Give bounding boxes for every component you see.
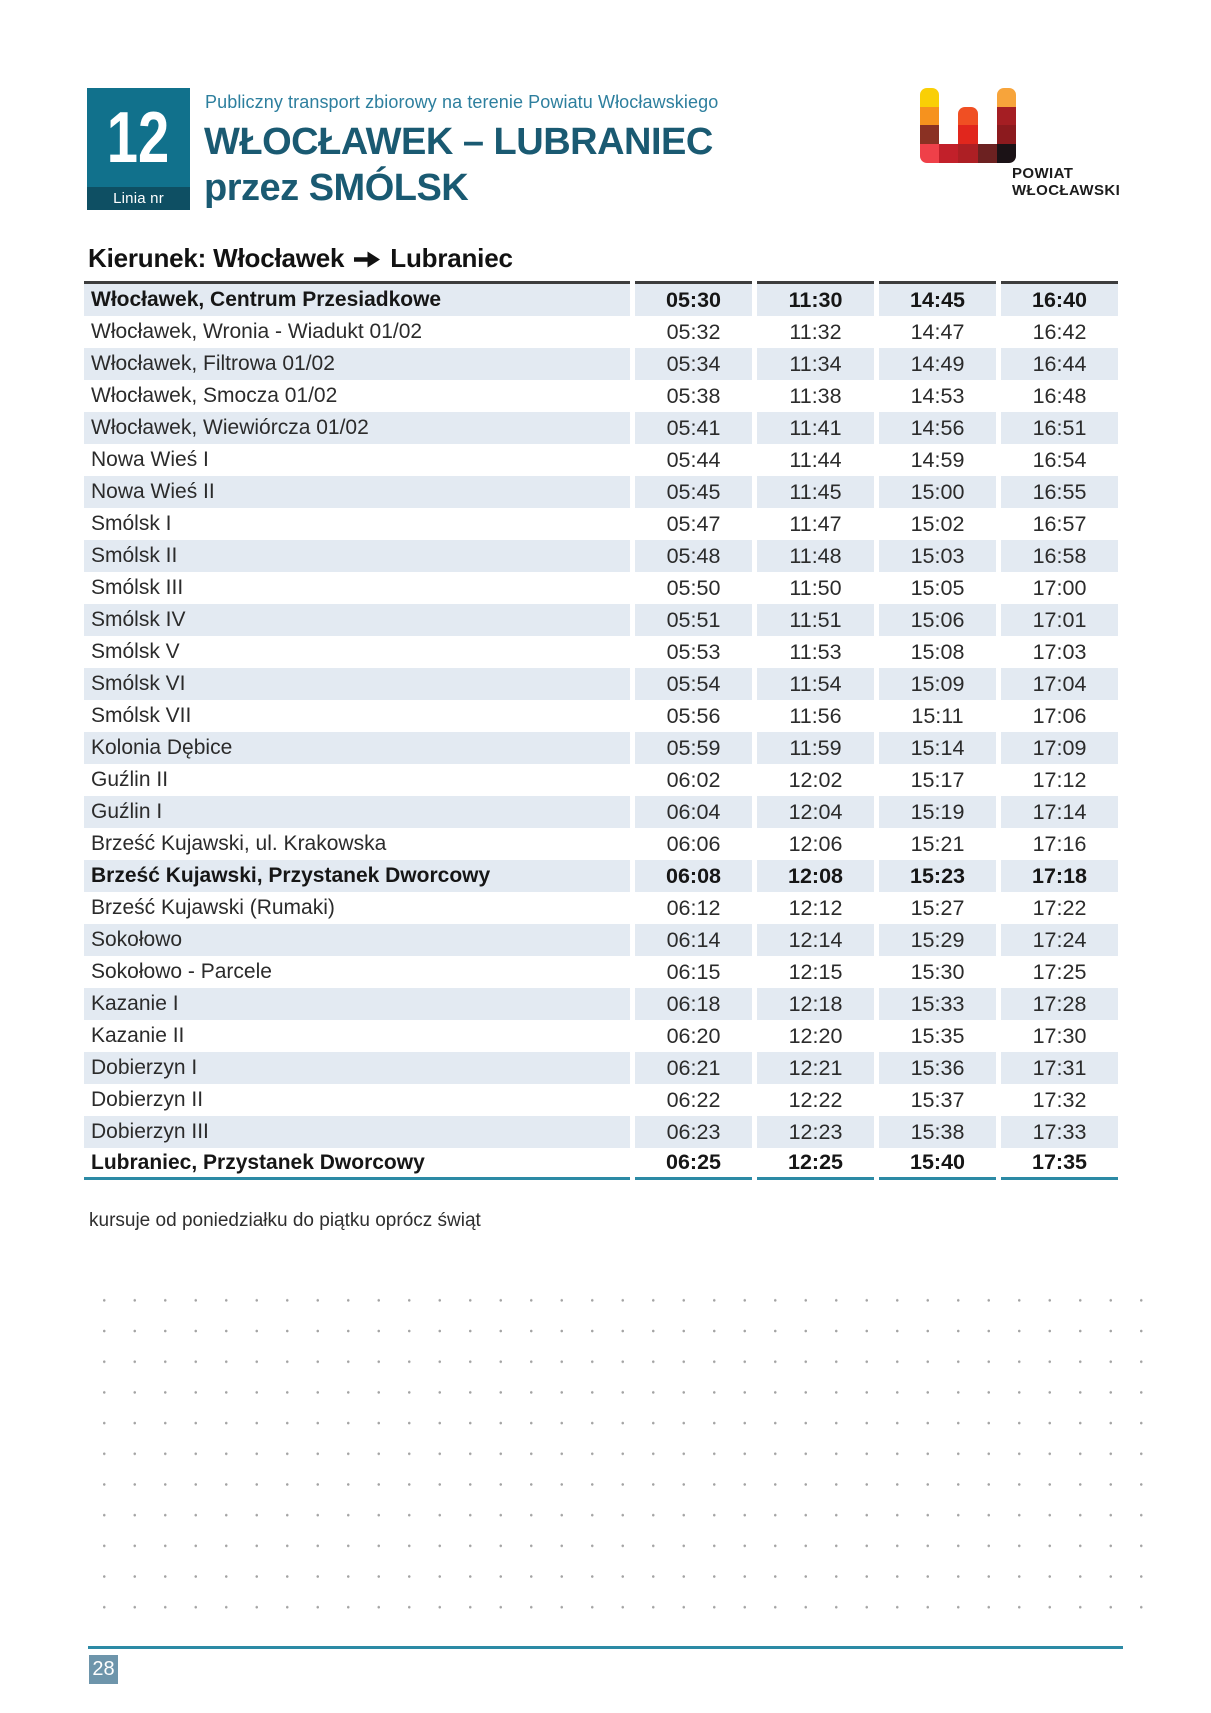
departure-time: 12:04 [757,796,874,828]
direction-heading [88,243,513,274]
departure-time: 06:12 [666,895,721,920]
departure-time: 12:08 [757,860,874,892]
stop-name: Włocławek, Wronia - Wiadukt 01/02 [91,320,423,343]
stop-name: Sokołowo - Parcele [91,960,272,983]
stop-name: Smólsk III [91,576,184,599]
stop-name: Kolonia Dębice [84,732,630,764]
table-row [84,412,1118,444]
departure-time: 15:27 [910,895,965,920]
table-row [84,1148,1118,1180]
table-row [84,444,1118,476]
departure-time: 17:25 [1032,959,1087,984]
departure-time: 11:45 [757,476,874,508]
departure-time: 06:21 [635,1052,752,1084]
departure-time: 17:04 [1001,668,1118,700]
stop-name: Sokołowo [84,924,630,956]
departure-time: 12:21 [757,1052,874,1084]
departure-time: 15:11 [911,703,964,728]
logo-cell [920,125,939,144]
departure-time: 15:03 [879,540,996,572]
logo-cell [939,107,958,126]
departure-time: 17:32 [1032,1087,1087,1112]
line-number-label: Linia nr [87,187,190,210]
stop-name: Nowa Wieś II [84,476,630,508]
departure-time: 05:53 [666,639,721,664]
stop-name: Smólsk IV [84,604,630,636]
departure-time: 12:23 [757,1116,874,1148]
stop-name: Dobierzyn I [84,1052,630,1084]
stop-name: Dobierzyn II [91,1088,204,1111]
departure-time: 15:37 [910,1087,965,1112]
departure-time: 17:30 [1032,1023,1087,1048]
stop-name: Brześć Kujawski (Rumaki) [91,896,335,919]
stop-name: Dobierzyn III [84,1116,630,1148]
departure-time: 06:14 [635,924,752,956]
departure-time: 17:12 [1032,767,1087,792]
logo-cell [997,144,1016,163]
stop-name: Włocławek, Wiewiórcza 01/02 [84,412,630,444]
departure-time: 15:05 [910,575,965,600]
logo-cell [978,144,997,163]
departure-time: 15:38 [879,1116,996,1148]
logo-text-line2: WŁOCŁAWSKI [1012,182,1121,199]
departure-time: 14:59 [910,447,965,472]
table-row [84,732,1118,764]
stop-name: Smólsk I [91,512,172,535]
stop-name: Guźlin I [84,796,630,828]
departure-time: 11:51 [757,604,874,636]
departure-time: 15:33 [879,988,996,1020]
departure-time: 15:00 [879,476,996,508]
departure-time: 14:49 [879,348,996,380]
logo-cell [920,144,939,163]
departure-time: 06:04 [635,796,752,828]
table-row [84,956,1118,988]
direction-arrow-icon [353,250,381,269]
departure-time: 14:45 [879,281,996,316]
table-row [84,1020,1118,1052]
stop-name: Smólsk II [84,540,630,572]
departure-time: 17:00 [1032,575,1087,600]
departure-time: 11:54 [757,668,874,700]
table-row [84,348,1118,380]
departure-time: 05:50 [666,575,721,600]
table-row [84,764,1118,796]
table-row [84,892,1118,924]
table-row [84,988,1118,1020]
departure-time: 17:03 [1032,639,1087,664]
departure-time: 12:18 [757,988,874,1020]
table-row [84,572,1118,604]
departure-time: 14:56 [879,412,996,444]
logo-cell [997,125,1016,144]
logo-cell [939,125,958,144]
line-number: 12 [107,97,170,178]
departure-time: 06:20 [666,1023,721,1048]
table-row [84,316,1118,348]
table-row [84,860,1118,892]
departure-time: 12:25 [757,1148,874,1180]
departure-time: 06:18 [635,988,752,1020]
departure-time: 15:35 [910,1023,965,1048]
departure-time: 05:59 [635,732,752,764]
table-row [84,924,1118,956]
departure-time: 11:53 [789,639,842,664]
departure-time: 11:59 [757,732,874,764]
departure-time: 15:09 [879,668,996,700]
stop-name: Włocławek, Smocza 01/02 [91,384,338,407]
departure-time: 06:23 [635,1116,752,1148]
departure-time: 05:38 [666,383,721,408]
stop-name: Włocławek, Filtrowa 01/02 [84,348,630,380]
departure-time: 17:35 [1001,1148,1118,1180]
stop-name: Smólsk VII [91,704,192,727]
departure-time: 15:02 [910,511,965,536]
logo-cell [939,88,958,107]
departure-time: 15:30 [910,959,965,984]
departure-time: 17:28 [1001,988,1118,1020]
departure-time: 11:50 [789,575,842,600]
direction-from: Kierunek: Włocławek [88,243,345,273]
logo-cell [920,107,939,126]
departure-time: 15:36 [879,1052,996,1084]
departure-time: 17:18 [1001,860,1118,892]
departure-time: 15:17 [910,767,965,792]
departure-time: 06:25 [635,1148,752,1180]
logo-cell [920,88,939,107]
stop-name: Kazanie I [84,988,630,1020]
departure-time: 12:20 [788,1023,843,1048]
departure-time: 17:33 [1001,1116,1118,1148]
stop-name: Kazanie II [91,1024,185,1047]
departure-time: 11:32 [789,319,842,344]
departure-time: 12:06 [788,831,843,856]
departure-time: 15:40 [879,1148,996,1180]
departure-time: 17:24 [1001,924,1118,956]
logo-cell [997,88,1016,107]
footer-divider [88,1646,1123,1649]
departure-time: 05:48 [635,540,752,572]
service-note: kursuje od poniedziałku do piątku oprócz świąt [89,1210,481,1231]
page-title-line2: przez SMÓLSK [204,167,469,209]
line-number-badge [87,88,190,210]
departure-time: 05:47 [666,511,721,536]
table-row [84,476,1118,508]
departure-time: 16:51 [1001,412,1118,444]
departure-time: 15:21 [910,831,965,856]
departure-time: 11:44 [789,447,842,472]
departure-time: 11:41 [757,412,874,444]
table-row [84,700,1118,732]
table-row [84,604,1118,636]
departure-time: 11:38 [789,383,842,408]
departure-time: 17:31 [1001,1052,1118,1084]
departure-time: 16:57 [1032,511,1087,536]
departure-time: 06:08 [635,860,752,892]
logo-cell [958,125,977,144]
departure-time: 17:22 [1032,895,1087,920]
departure-time: 14:47 [910,319,965,344]
logo-cell [978,125,997,144]
departure-time: 11:56 [789,703,842,728]
table-row [84,1084,1118,1116]
departure-time: 12:02 [788,767,843,792]
departure-time: 06:15 [666,959,721,984]
timetable-table [84,281,1118,1180]
departure-time: 05:54 [635,668,752,700]
table-row [84,636,1118,668]
logo-cell [978,88,997,107]
powiat-wloclawski-logo-icon [920,88,1016,163]
departure-time: 15:23 [879,860,996,892]
logo-cell [997,107,1016,126]
departure-time: 05:44 [666,447,721,472]
page-title-line1: WŁOCŁAWEK – LUBRANIEC [204,121,713,163]
departure-time: 11:47 [789,511,842,536]
dotted-notes-area [88,1281,1156,1633]
logo-text-line1: POWIAT [1012,165,1074,182]
departure-time: 16:48 [1032,383,1087,408]
departure-time: 11:30 [757,281,874,316]
stop-name: Lubraniec, Przystanek Dworcowy [84,1148,630,1180]
departure-time: 12:15 [788,959,843,984]
departure-time: 15:08 [910,639,965,664]
table-row [84,668,1118,700]
direction-to: Lubraniec [390,243,513,273]
departure-time: 05:45 [635,476,752,508]
table-row [84,281,1118,316]
departure-time: 05:32 [666,319,721,344]
departure-time: 06:22 [666,1087,721,1112]
departure-time: 17:14 [1001,796,1118,828]
departure-time: 11:48 [757,540,874,572]
departure-time: 16:58 [1001,540,1118,572]
departure-time: 05:30 [635,281,752,316]
departure-time: 15:06 [879,604,996,636]
departure-time: 15:19 [879,796,996,828]
departure-time: 17:16 [1032,831,1087,856]
departure-time: 06:06 [666,831,721,856]
stop-name: Brześć Kujawski, ul. Krakowska [91,832,387,855]
departure-time: 11:34 [757,348,874,380]
stop-name: Nowa Wieś I [91,448,209,471]
table-row [84,380,1118,412]
departure-time: 17:09 [1001,732,1118,764]
logo-cell [958,88,977,107]
logo-cell [939,144,958,163]
stop-name: Włocławek, Centrum Przesiadkowe [84,281,630,316]
logo-cell [958,144,977,163]
table-row [84,508,1118,540]
departure-time: 05:51 [635,604,752,636]
table-row [84,540,1118,572]
departure-time: 16:42 [1032,319,1087,344]
stop-name: Smólsk VI [84,668,630,700]
departure-time: 17:01 [1001,604,1118,636]
departure-time: 05:56 [666,703,721,728]
powiat-wloclawski-logo-text [1012,165,1120,199]
page-subtitle: Publiczny transport zbiorowy na terenie Powiatu Włocławskiego [205,92,719,112]
departure-time: 17:06 [1032,703,1087,728]
page-number-badge: 28 [89,1655,118,1684]
stop-name: Brześć Kujawski, Przystanek Dworcowy [84,860,630,892]
departure-time: 05:41 [635,412,752,444]
departure-time: 15:29 [879,924,996,956]
departure-time: 16:55 [1001,476,1118,508]
stop-name: Smólsk V [91,640,180,663]
departure-time: 16:40 [1001,281,1118,316]
table-row [84,1116,1118,1148]
departure-time: 12:22 [788,1087,843,1112]
stop-name: Guźlin II [91,768,169,791]
departure-time: 12:12 [788,895,843,920]
departure-time: 14:53 [910,383,965,408]
logo-cell [978,107,997,126]
table-row [84,828,1118,860]
departure-time: 15:14 [879,732,996,764]
table-row [84,796,1118,828]
logo-cell [958,107,977,126]
departure-time: 05:34 [635,348,752,380]
departure-time: 16:44 [1001,348,1118,380]
table-row [84,1052,1118,1084]
departure-time: 16:54 [1032,447,1087,472]
departure-time: 12:14 [757,924,874,956]
departure-time: 06:02 [666,767,721,792]
